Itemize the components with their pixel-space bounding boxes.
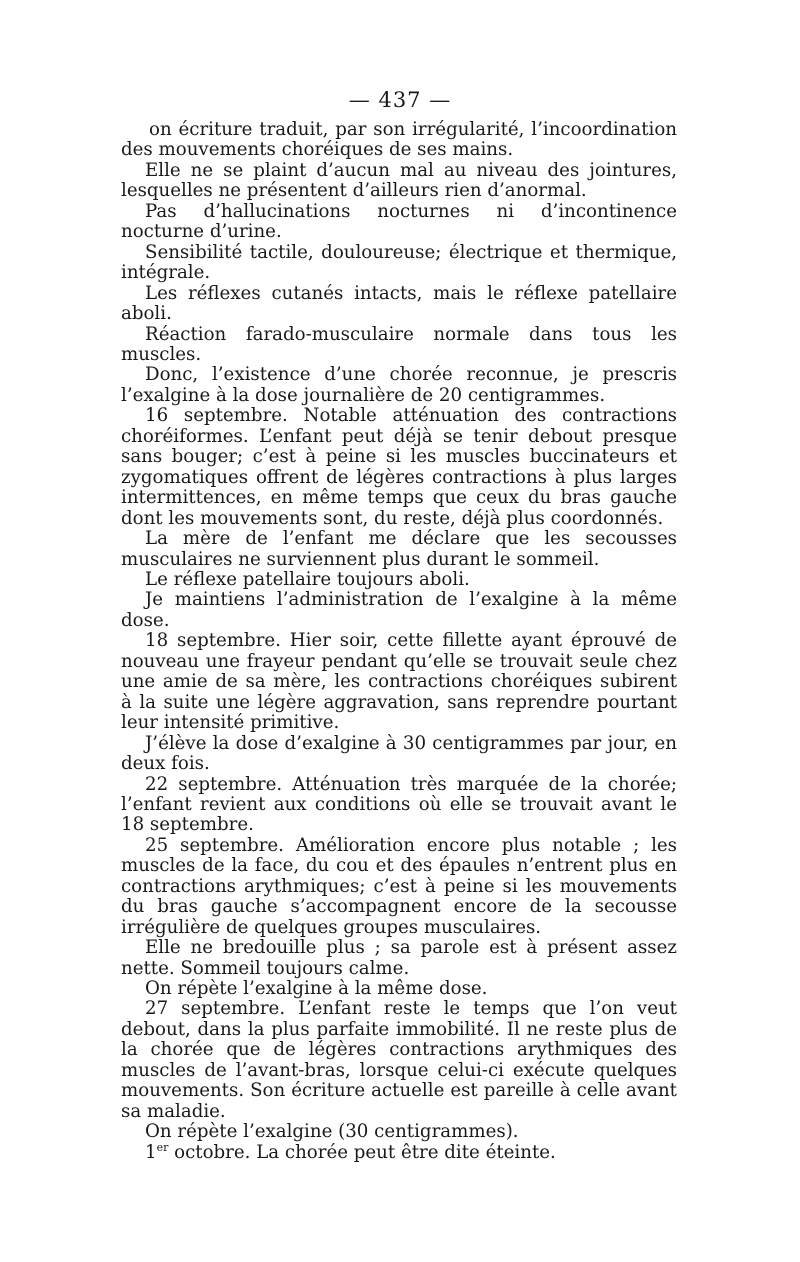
paragraph: 16 septembre. Notable atténuation des contractions choréiformes. L’enfant peut déjà se tenir debout presque sans bouger; c’est à peine si les muscles buccinateurs et zygomatiques offrent de légères contractions à plus larges intermittences, en même temps que ceux du bras gauche dont les mouvements sont, du reste, déjà plus coordonnés. [121, 405, 677, 529]
page-number: — 437 — [348, 88, 452, 112]
paragraph: La mère de l’enfant me déclare que les secousses musculaires ne surviennent plus durant le sommeil. [121, 528, 677, 570]
paragraph: On répète l’exalgine (30 centigrammes). [145, 1121, 519, 1143]
paragraph: J’élève la dose d’exalgine à 30 centigrammes par jour, en deux fois. [121, 732, 677, 775]
ordinal-suffix: er [156, 1140, 169, 1154]
paragraph: Les réflexes cutanés intacts, mais le réflexe patellaire aboli. [121, 282, 677, 325]
body-text [121, 120, 677, 1163]
paragraph: Réaction farado-musculaire normale dans tous les muscles. [121, 323, 677, 365]
paragraph: Pas d’hallucinations nocturnes ni d’incontinence nocturne d’urine. [121, 200, 677, 243]
paragraph: on écriture traduit, par son irrégularité, l’incoordination des mouvements choréiques de ses mains. [121, 119, 677, 161]
paragraph: 22 septembre. Atténuation très marquée de la chorée; l’enfant revient aux conditions où elle se trouvait avant le 18 septembre. [121, 773, 677, 836]
date-ordinal: 1 [145, 1141, 157, 1163]
paragraph [121, 1140, 677, 1163]
paragraph: Elle ne se plaint d’aucun mal au niveau des jointures, lesquelles ne présentent d’ailleurs rien d’anormal. [121, 159, 677, 202]
paragraph: Le réflexe patellaire toujours aboli. [145, 568, 470, 590]
paragraph: Donc, l’existence d’une chorée reconnue, je prescris l’exalgine à la dose journalière de 20 centigrammes. [121, 364, 677, 406]
paragraph: 27 septembre. L’enfant reste le temps que l’on veut debout, dans la plus parfaite immobilité. Il ne reste plus de la chorée que de légères contractions arythmiques des muscles de l’avant-bras, lorsque celui-ci exécute quelques mouvements. Son écriture actuelle est pareille à celle avant sa maladie. [121, 998, 677, 1122]
paragraph: 25 septembre. Amélioration encore plus notable ; les muscles de la face, du cou et des épaules n’entrent plus en contractions arythmiques; c’est à peine si les mouvements du bras gauche s’accompagnent encore de la secousse irrégulière de quelques groupes musculaires. [121, 834, 677, 938]
paragraph-text: octobre. La chorée peut être dite éteinte. [168, 1141, 556, 1163]
paragraph: Je maintiens l’administration de l’exalgine à la même dose. [121, 589, 677, 631]
paragraph: Elle ne bredouille plus ; sa parole est à présent assez nette. Sommeil toujours calme. [121, 937, 677, 979]
paragraph: On répète l’exalgine à la même dose. [145, 978, 488, 1000]
paragraph: Sensibilité tactile, douloureuse; électrique et thermique, intégrale. [121, 241, 677, 284]
paragraph: 18 septembre. Hier soir, cette fillette ayant éprouvé de nouveau une frayeur pendant qu’elle se trouvait seule chez une amie de sa mère, les contractions choréiques subirent à la suite une légère aggravation, sans reprendre pourtant leur intensité primitive. [121, 630, 677, 734]
